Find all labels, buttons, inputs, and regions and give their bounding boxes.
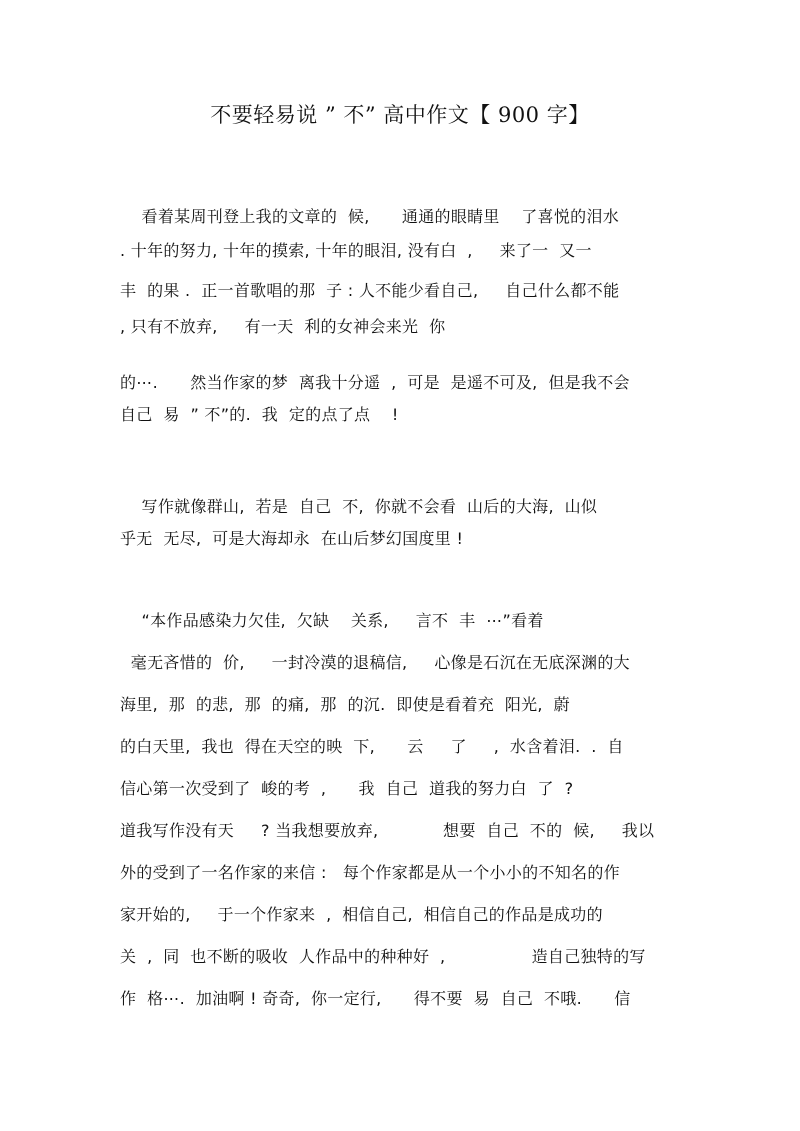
paragraph-4-line-5: 信心第一次受到了 峻的考 , 我 自己 道我的努力白 了 ? xyxy=(120,779,574,798)
paragraph-4-line-1: “本作品感染力欠佳, 欠缺 关系, 言不 丰 ⋯”看着 xyxy=(120,611,544,630)
paragraph-4-line-6: 道我写作没有天 ? 当我想要放弃, 想要 自己 不的 候, 我以 xyxy=(120,821,655,840)
paragraph-1-line-3: 丰 的果 . 正一首歌唱的那 子 : 人不能少看自己, 自己什么都不能 xyxy=(120,281,620,300)
paragraph-1-line-1: 看着某周刊登上我的文章的 候, 通通的眼睛里 了喜悦的泪水 xyxy=(120,207,620,226)
paragraph-1-line-4: , 只有不放弃, 有一天 利的女神会来光 你 xyxy=(120,317,446,336)
paragraph-4-line-8: 家开始的, 于一个作家来 , 相信自己, 相信自己的作品是成功的 xyxy=(120,905,603,924)
paragraph-1-line-2: . 十年的努力, 十年的摸索, 十年的眼泪, 没有白 , 来了一 又一 xyxy=(120,241,592,260)
paragraph-4-line-3: 海里, 那 的悲, 那 的痛, 那 的沉. 即使是看着充 阳光, 蔚 xyxy=(120,695,570,714)
paragraph-2-line-2: 自己 易 ” 不”的. 我 定的点了点 ! xyxy=(120,405,399,424)
paragraph-4-line-7: 外的受到了一名作家的来信 : 每个作家都是从一个小小的不知名的作 xyxy=(120,863,620,882)
paragraph-3-line-2: 乎无 无尽, 可是大海却永 在山后梦幻国度里 ! xyxy=(120,529,464,548)
paragraph-4-line-4: 的白天里, 我也 得在天空的映 下, 云 了 , 水含着泪. . 自 xyxy=(120,737,624,756)
paragraph-3-line-1: 写作就像群山, 若是 自己 不, 你就不会看 山后的大海, 山似 xyxy=(120,497,598,516)
paragraph-4-line-9: 关 , 同 也不断的吸收 人作品中的种种好 , 造自己独特的写 xyxy=(120,947,646,966)
document-title: 不要轻易说 ” 不” 高中作文【 900 字】 xyxy=(210,103,590,127)
paragraph-4-line-10: 作 格⋯. 加油啊 ! 奇奇, 你一定行, 得不要 易 自己 不哦. 信 xyxy=(120,989,631,1008)
paragraph-4-line-2: 毫无吝惜的 价, 一封冷漠的退稿信, 心像是石沉在无底深渊的大 xyxy=(120,653,630,672)
paragraph-2-line-1: 的⋯. 然当作家的梦 离我十分遥 , 可是 是遥不可及, 但是我不会 xyxy=(120,373,630,392)
